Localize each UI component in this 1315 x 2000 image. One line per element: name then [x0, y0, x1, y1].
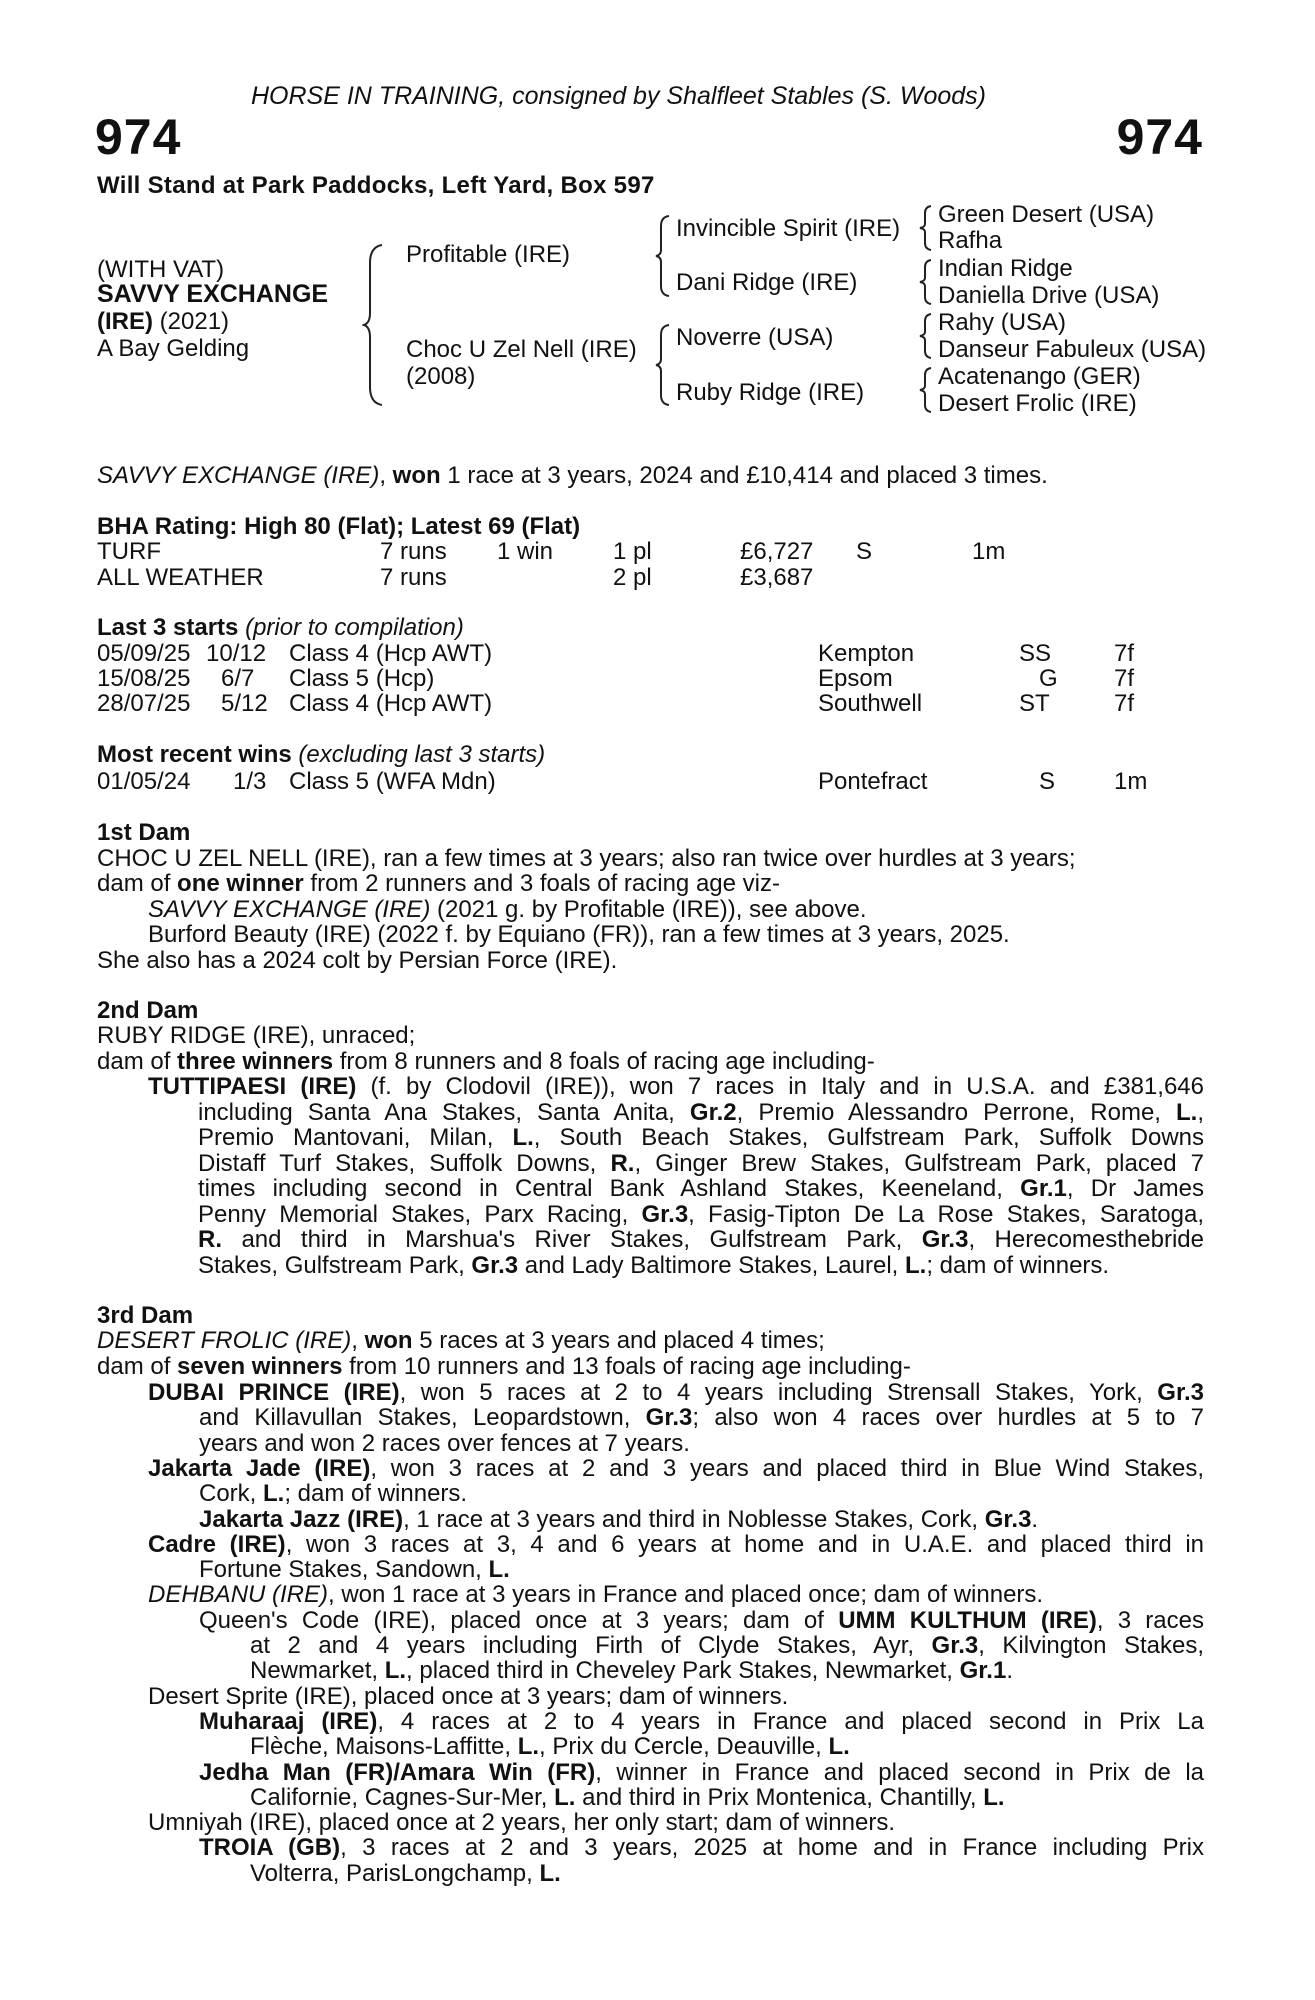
highlight-text: Gr.3: [471, 1251, 519, 1279]
lot-number-left: 974: [95, 109, 182, 165]
ancestor-7: Acatenango (GER): [938, 363, 1141, 390]
win-date: 01/05/24: [97, 768, 191, 795]
text: ,: [1197, 1098, 1204, 1126]
first-dam-line: CHOC U ZEL NELL (IRE), ran a few times at 3 years; also ran twice over hurdles at 3 years;: [97, 845, 1076, 872]
text: Newmarket,: [250, 1657, 385, 1685]
start-going: G: [1039, 665, 1058, 692]
third-dam-line: [97, 1328, 825, 1354]
recent-wins-heading: [97, 742, 545, 768]
entry-line: [198, 1125, 1204, 1151]
text: and Killavullan Stakes, Leopardstown,: [199, 1404, 646, 1432]
recent-wins-title: Most recent wins: [97, 741, 292, 768]
winner-count: one winner: [177, 870, 304, 897]
start-distance: 7f: [1114, 690, 1135, 717]
produce-line: [250, 1734, 850, 1760]
text: , 4 races at 2 to 4 years in France and placed second in Prix La: [377, 1707, 1204, 1735]
produce-savvy: [148, 897, 867, 923]
text: 5 races at 3 years and placed 4 times;: [412, 1327, 825, 1354]
horse-name-line: [97, 282, 328, 308]
highlight-text: R.: [198, 1226, 222, 1253]
highlight-text: Gr.3: [645, 1404, 693, 1432]
third-dam-produce: [97, 1354, 911, 1380]
entry-line: [198, 1227, 1204, 1253]
lot-number-right: 974: [1116, 109, 1203, 165]
highlight-text: Gr.3: [984, 1505, 1032, 1533]
produce-line: [250, 1633, 1204, 1659]
horse-country: (IRE): [97, 308, 153, 335]
text: dam of: [97, 870, 178, 897]
brace-g56: [918, 312, 934, 360]
highlight-text: L.: [488, 1556, 510, 1584]
entry-line: [198, 1100, 1204, 1126]
ancestor-2: Rafha: [938, 227, 1003, 254]
brace-g34: [918, 258, 934, 306]
text: .: [1031, 1505, 1039, 1533]
start-row: [0, 691, 1315, 717]
text: years and won 2 races over fences at 7 years.: [199, 1429, 690, 1457]
entry-line: [198, 1176, 1204, 1202]
first-dam-produce: [97, 871, 780, 897]
text: , won 5 races at 2 to 4 years including Strensall Stakes, York,: [399, 1379, 1158, 1406]
text: ; also won 4 races over hurdles at 5 to 7: [692, 1404, 1204, 1432]
third-dam-heading: 3rd Dam: [97, 1302, 194, 1329]
entry-line: [148, 1074, 1204, 1100]
rating-placed: 1 pl: [613, 538, 652, 565]
rating-placed: 2 pl: [613, 564, 652, 591]
text: , Herecomesthebride: [968, 1226, 1204, 1253]
highlight-text: Muharaaj (IRE): [199, 1707, 378, 1735]
produce-line: [199, 1431, 690, 1457]
rating-row-turf: [0, 539, 1315, 565]
start-date: 05/09/25: [97, 640, 191, 667]
entry-line: [198, 1151, 1204, 1177]
horse-description: A Bay Gelding: [97, 335, 250, 362]
last-starts-heading: [97, 615, 464, 641]
text: , won 1 race at 3 years in France and placed once; dam of winners.: [328, 1581, 1044, 1609]
ancestor-4: Daniella Drive (USA): [938, 282, 1160, 309]
highlight-text: L.: [1176, 1098, 1198, 1126]
highlight-text: L.: [517, 1733, 540, 1761]
text: , winner in France and placed second in Prix de la: [595, 1758, 1204, 1786]
brace-dam: [654, 323, 672, 407]
win-position: 1/3: [233, 768, 267, 795]
highlight-text: Cadre (IRE): [148, 1530, 286, 1558]
produce-burford: Burford Beauty (IRE) (2022 f. by Equiano (FR)), ran a few times at 3 years, 2025.: [148, 921, 1010, 948]
rating-runs: 7 runs: [380, 564, 447, 591]
sire-dam: Dani Ridge (IRE): [676, 269, 858, 296]
summary-horse-name: SAVVY EXCHANGE (IRE): [97, 462, 380, 489]
text: , 3 races: [1096, 1606, 1204, 1634]
highlight-text: Gr.1: [959, 1657, 1007, 1685]
highlight-text: Jedha Man (FR)/Amara Win (FR): [199, 1758, 596, 1786]
text: at 2 and 4 years including Firth of Clyde Stakes, Ayr,: [250, 1632, 932, 1659]
start-course: Kempton: [818, 640, 915, 667]
highlight-text: L.: [539, 1859, 561, 1887]
text: , Dr James: [1066, 1175, 1204, 1202]
ancestor-3: Indian Ridge: [938, 255, 1073, 282]
highlight-text: L.: [512, 1124, 534, 1151]
text: won: [364, 1327, 413, 1354]
highlight-text: L.: [983, 1783, 1005, 1811]
text: , Kilvington Stakes,: [978, 1632, 1204, 1659]
start-date: 15/08/25: [97, 665, 191, 692]
produce-line: [199, 1835, 1204, 1861]
second-dam-heading: 2nd Dam: [97, 997, 199, 1024]
recent-wins-note: (excluding last 3 starts): [291, 741, 546, 768]
produce-line: [250, 1658, 1013, 1684]
start-position: 5/12: [221, 690, 268, 717]
text: and third in Prix Montenica, Chantilly,: [575, 1783, 984, 1811]
highlight-text: R.: [610, 1149, 635, 1177]
text: Umniyah (IRE), placed once at 2 years, her only start; dam of winners.: [148, 1809, 895, 1837]
brace-g78: [918, 366, 934, 414]
rating-distance: 1m: [972, 538, 1006, 565]
text: , Fasig-Tipton De La Rose Stakes, Saratoga,: [688, 1200, 1205, 1228]
win-row: [0, 769, 1315, 795]
start-position: 10/12: [206, 640, 267, 667]
stand-location: Will Stand at Park Paddocks, Left Yard, Box 597: [97, 172, 655, 199]
text: , 3 races at 2 and 3 years, 2025 at home and in France including Prix: [340, 1834, 1205, 1862]
third-dam-name: DESERT FROLIC (IRE): [97, 1327, 352, 1354]
text: , 1 race at 3 years and third in Noblesse Stakes, Cork,: [403, 1505, 985, 1533]
start-row: [0, 641, 1315, 667]
highlight-text: L.: [384, 1657, 407, 1685]
highlight-text: L.: [263, 1480, 285, 1508]
produce-colt: She also has a 2024 colt by Persian Force (IRE).: [97, 947, 618, 974]
brace-g12: [918, 204, 934, 252]
text: ; dam of winners.: [284, 1480, 468, 1508]
text: (f. by Clodovil (IRE)), won 7 races in Italy and in U.S.A. and £381,646: [356, 1073, 1204, 1100]
highlight-text: Gr.3: [931, 1632, 979, 1659]
highlight-text: L.: [828, 1733, 850, 1761]
text: Cork,: [199, 1480, 264, 1508]
ancestor-8: Desert Frolic (IRE): [938, 390, 1137, 417]
highlight-text: UMM KULTHUM (IRE): [838, 1606, 1097, 1634]
produce-line: [148, 1684, 788, 1710]
highlight-text: Gr.3: [641, 1200, 689, 1228]
brace-sire: [654, 214, 672, 298]
race-summary: SAVVY EXCHANGE (IRE), won 1 race at 3 years, 2024 and £10,414 and placed 3 times.: [97, 462, 1048, 489]
start-distance: 7f: [1114, 640, 1135, 667]
entry-line: [198, 1253, 1109, 1279]
win-course: Pontefract: [818, 768, 928, 795]
text: DEHBANU (IRE): [148, 1581, 329, 1609]
summary-won: won: [392, 462, 441, 489]
rating-prize: £6,727: [740, 538, 814, 565]
produce-line: [250, 1861, 561, 1887]
start-class: Class 4 (Hcp AWT): [289, 640, 493, 667]
text: , won 3 races at 3, 4 and 6 years at home and in U.A.E. and placed third in: [285, 1530, 1205, 1558]
ancestor-1: Green Desert (USA): [938, 201, 1155, 228]
rating-surface: ALL WEATHER: [97, 564, 264, 591]
text: , Premio Alessandro Perrone, Rome,: [736, 1098, 1176, 1126]
winner-count: three winners: [177, 1048, 334, 1075]
dam-year: (2008): [406, 363, 476, 390]
text: Flèche, Maisons-Laffitte,: [250, 1733, 518, 1761]
produce-line: [250, 1785, 1005, 1811]
highlight-text: L.: [554, 1783, 576, 1811]
vat-label: (WITH VAT): [97, 256, 225, 283]
text: Desert Sprite (IRE), placed once at 3 years; dam of winners.: [148, 1682, 789, 1710]
text: ,: [351, 1327, 365, 1354]
highlight-text: Jakarta Jazz (IRE): [199, 1505, 404, 1533]
second-dam-line: RUBY RIDGE (IRE), unraced;: [97, 1022, 416, 1049]
produce-line: [199, 1557, 510, 1583]
highlight-text: Gr.3: [1157, 1379, 1204, 1406]
last-starts-title: Last 3 starts: [97, 614, 239, 641]
ancestor-5: Rahy (USA): [938, 309, 1067, 336]
text: Volterra, ParisLongchamp,: [250, 1859, 540, 1887]
first-dam-heading: 1st Dam: [97, 819, 191, 846]
rating-wins: 1 win: [497, 538, 554, 565]
last-starts-note: (prior to compilation): [238, 614, 464, 641]
dam-dam: Ruby Ridge (IRE): [676, 379, 865, 406]
bha-rating-heading: BHA Rating: High 80 (Flat); Latest 69 (Flat): [97, 513, 581, 540]
text: Distaff Turf Stakes, Suffolk Downs,: [198, 1149, 611, 1177]
highlight-text: Gr.1: [1020, 1175, 1067, 1202]
text: Fortune Stakes, Sandown,: [199, 1556, 489, 1584]
produce-name: SAVVY EXCHANGE (IRE): [148, 896, 431, 923]
text: and third in Marshua's River Stakes, Gulfstream Park,: [222, 1226, 922, 1253]
win-distance: 1m: [1114, 768, 1148, 795]
start-class: Class 4 (Hcp AWT): [289, 690, 493, 717]
text: Penny Memorial Stakes, Parx Racing,: [198, 1200, 642, 1228]
produce-line: [199, 1481, 467, 1507]
produce-line: [199, 1608, 1204, 1634]
text: , Prix du Cercle, Deauville,: [539, 1733, 829, 1761]
text: from 10 runners and 13 foals of racing age including-: [342, 1353, 911, 1380]
start-course: Epsom: [818, 665, 893, 692]
produce-line: [199, 1405, 1204, 1431]
dam-sire: Noverre (USA): [676, 324, 834, 351]
text: ; dam of winners.: [926, 1251, 1110, 1279]
produce-line: [148, 1532, 1204, 1558]
produce-line: [199, 1709, 1204, 1735]
start-class: Class 5 (Hcp): [289, 665, 435, 692]
dam: Choc U Zel Nell (IRE): [406, 336, 637, 363]
start-going: ST: [1019, 690, 1050, 717]
entry-line: [198, 1202, 1204, 1228]
text: Queen's Code (IRE), placed once at 3 years; dam of: [199, 1606, 839, 1634]
highlight-text: Gr.3: [921, 1226, 969, 1253]
text: from 8 runners and 8 foals of racing age including-: [333, 1048, 875, 1075]
start-course: Southwell: [818, 690, 923, 717]
start-date: 28/07/25: [97, 690, 191, 717]
highlight-text: DUBAI PRINCE (IRE): [148, 1379, 400, 1406]
text: dam of: [97, 1353, 178, 1380]
text: times including second in Central Bank Ashland Stakes, Keeneland,: [198, 1175, 1021, 1202]
horse-name: SAVVY EXCHANGE: [97, 280, 329, 308]
text: dam of: [97, 1048, 178, 1075]
sire-sire: Invincible Spirit (IRE): [676, 215, 901, 242]
second-dam-produce: [97, 1049, 875, 1075]
produce-line: [199, 1507, 1038, 1533]
text: and Lady Baltimore Stakes, Laurel,: [518, 1251, 906, 1279]
produce-line: [199, 1760, 1204, 1786]
text: Stakes, Gulfstream Park,: [198, 1251, 472, 1279]
text: Premio Mantovani, Milan,: [198, 1124, 513, 1151]
winner-count: seven winners: [177, 1353, 343, 1380]
produce-detail: (2021 g. by Profitable (IRE)), see above.: [430, 896, 867, 923]
start-distance: 7f: [1114, 665, 1135, 692]
brace-main: [362, 243, 386, 407]
rating-surface: TURF: [97, 538, 161, 565]
text: , Ginger Brew Stakes, Gulfstream Park, placed 7: [634, 1149, 1205, 1177]
text: Californie, Cagnes-Sur-Mer,: [250, 1783, 555, 1811]
highlight-text: Jakarta Jade (IRE): [148, 1454, 371, 1482]
produce-line: [148, 1810, 895, 1836]
produce-line: [148, 1380, 1204, 1406]
produce-line: [148, 1582, 1043, 1608]
start-position: 6/7: [221, 665, 255, 692]
text: , placed third in Cheveley Park Stakes, Newmarket,: [406, 1657, 960, 1685]
rating-prize: £3,687: [740, 564, 814, 591]
sire: Profitable (IRE): [406, 241, 571, 268]
horse-country-year: [97, 309, 229, 335]
text: , won 3 races at 2 and 3 years and placed third in Blue Wind Stakes,: [370, 1454, 1205, 1482]
start-going: SS: [1019, 640, 1052, 667]
highlight-text: L.: [905, 1251, 927, 1279]
text: from 2 runners and 3 foals of racing age viz-: [303, 870, 780, 897]
text: including Santa Ana Stakes, Santa Anita,: [198, 1098, 690, 1126]
rating-row-aw: [0, 565, 1315, 591]
summary-rest: 1 race at 3 years, 2024 and £10,414 and placed 3 times.: [440, 462, 1048, 489]
win-class: Class 5 (WFA Mdn): [289, 768, 496, 795]
horse-year: (2021): [153, 308, 230, 335]
highlight-text: Gr.2: [689, 1098, 737, 1126]
text: , South Beach Stakes, Gulfstream Park, Suffolk Downs: [533, 1124, 1204, 1151]
consignor-line: HORSE IN TRAINING, consigned by Shalfleet Stables (S. Woods): [251, 82, 986, 110]
ancestor-6: Danseur Fabuleux (USA): [938, 336, 1207, 363]
start-row: [0, 666, 1315, 692]
tuttipaesi-name: TUTTIPAESI (IRE): [148, 1073, 357, 1100]
highlight-text: TROIA (GB): [199, 1834, 341, 1862]
rating-runs: 7 runs: [380, 538, 447, 565]
win-going: S: [1039, 768, 1056, 795]
rating-going: S: [856, 538, 873, 565]
text: .: [1006, 1657, 1013, 1685]
produce-line: [148, 1456, 1204, 1482]
